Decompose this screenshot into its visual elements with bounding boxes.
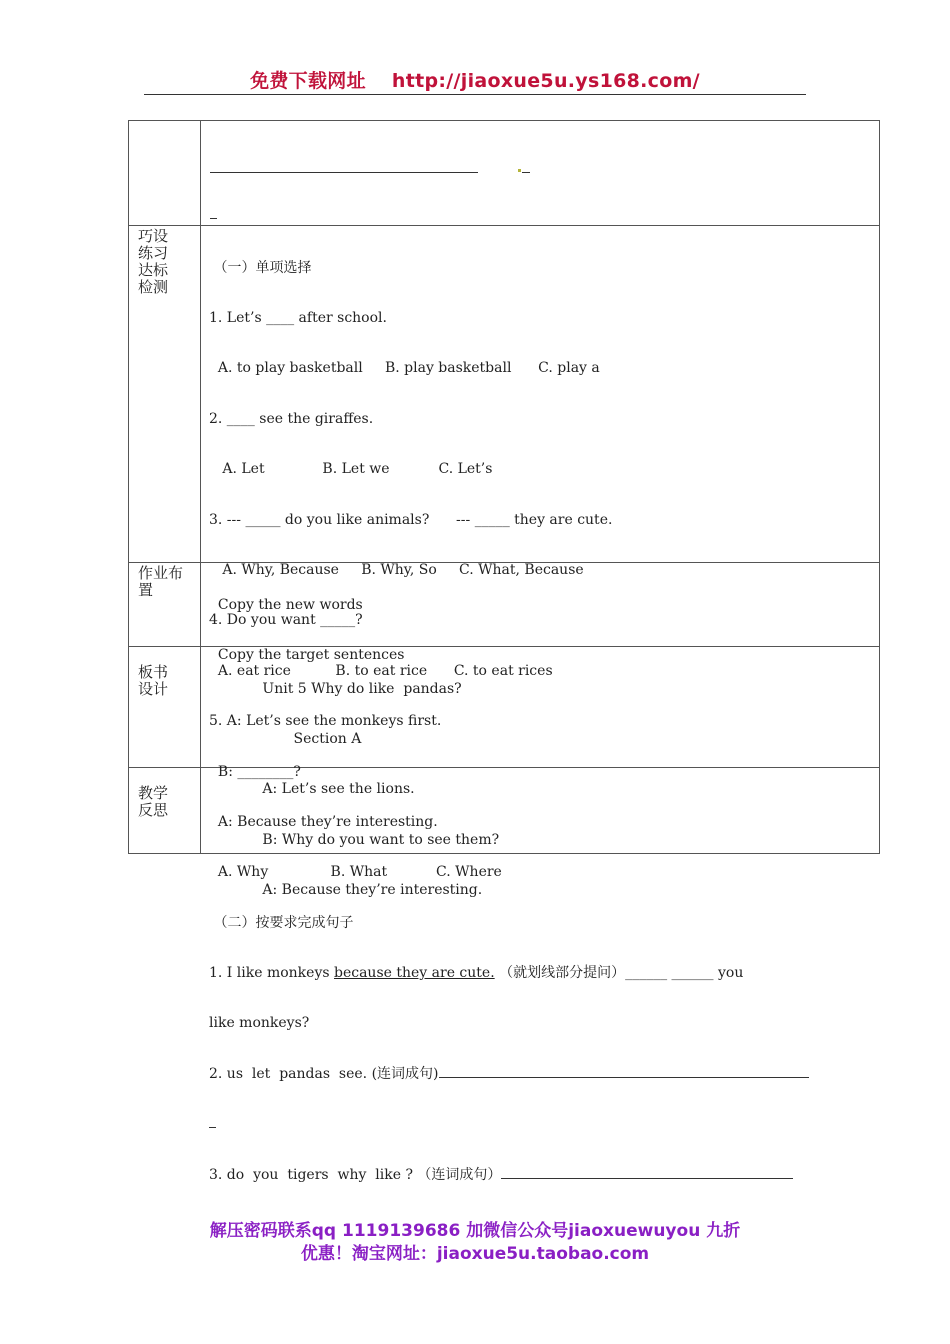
page-header bbox=[0, 66, 950, 93]
table-row-homework bbox=[129, 562, 879, 663]
header-site-label: 免费下载网址 bbox=[250, 70, 366, 92]
board-title: Unit 5 Why do like pandas? bbox=[209, 680, 462, 697]
sentence-2: 2. us let pandas see. (连词成句) bbox=[209, 1066, 879, 1083]
answer-blank-3 bbox=[501, 1178, 793, 1179]
underlined-phrase: because they are cute. bbox=[334, 965, 495, 982]
footer-line-2: 优惠！淘宝网址：jiaoxue5u.taobao.com bbox=[300, 1244, 650, 1264]
question-5-options: A. Why B. What C. Where bbox=[209, 864, 502, 881]
footer-line-1: 解压密码联系qq 1119139686 加微信公众号jiaoxuewuyou 九折 bbox=[209, 1221, 741, 1241]
question-1: 1. Let’s ____ after school. bbox=[209, 309, 387, 326]
lesson-plan-table bbox=[128, 120, 880, 1183]
row-label-board-design: 板书 设计 bbox=[129, 647, 201, 767]
sentence-1-continued: like monkeys? bbox=[209, 1015, 310, 1032]
answer-dash-small bbox=[210, 218, 217, 219]
board-line-a2: A: Because they’re interesting. bbox=[209, 882, 483, 899]
row-content-reflection bbox=[201, 768, 879, 853]
question-3-options: A. Why, Because B. Why, So C. What, Because bbox=[209, 561, 584, 578]
row-label-empty bbox=[129, 121, 201, 225]
question-2-options: A. Let B. Let we C. Let’s bbox=[209, 461, 493, 478]
table-row-reflection bbox=[129, 767, 879, 853]
answer-line bbox=[210, 172, 478, 173]
question-5-b: B: ________? bbox=[209, 763, 301, 780]
table-row-top bbox=[129, 121, 879, 225]
sentence-2-dash bbox=[209, 1116, 879, 1133]
section-heading-multiple-choice: （一）单项选择 bbox=[209, 259, 312, 276]
question-2: 2. ____ see the giraffes. bbox=[209, 410, 374, 427]
homework-item-2: Copy the target sentences bbox=[209, 646, 405, 663]
homework-item-1: Copy the new words bbox=[209, 596, 363, 613]
row-label-homework: 作业布 置 bbox=[129, 563, 201, 646]
row-content-top bbox=[201, 121, 879, 225]
header-divider bbox=[144, 94, 806, 95]
question-5-a: A: Because they’re interesting. bbox=[209, 813, 438, 830]
sentence-1: 1. I like monkeys because they are cute. （就划线部分提问）______ ______ you bbox=[209, 965, 744, 982]
answer-dash bbox=[522, 172, 530, 173]
row-content-homework bbox=[201, 563, 879, 663]
question-5: 5. A: Let’s see the monkeys first. bbox=[209, 713, 442, 730]
answer-blank-2 bbox=[439, 1077, 809, 1078]
question-1-options: A. to play basketball B. play basketball C. play a bbox=[209, 360, 600, 377]
question-4: 4. Do you want _____? bbox=[209, 612, 363, 629]
board-line-b: B: Why do you want to see them? bbox=[209, 831, 500, 848]
section-heading-sentences: （二）按要求完成句子 bbox=[209, 914, 354, 931]
marker-dot bbox=[518, 169, 521, 172]
row-label-reflection: 教学 反思 bbox=[129, 768, 201, 853]
question-4-options: A. eat rice B. to eat rice C. to eat rices bbox=[209, 662, 553, 679]
row-label-practice: 巧设 练习 达标 检测 bbox=[129, 226, 201, 562]
sentence-3: 3. do you tigers why like ? （连词成句） bbox=[209, 1167, 879, 1184]
board-section: Section A bbox=[209, 730, 362, 747]
header-url[interactable]: http://jiaoxue5u.ys168.com/ bbox=[391, 70, 700, 92]
board-line-a1: A: Let’s see the lions. bbox=[209, 781, 415, 798]
question-3: 3. --- _____ do you like animals? --- _____ they are cute. bbox=[209, 511, 613, 528]
page-footer bbox=[0, 1220, 950, 1266]
